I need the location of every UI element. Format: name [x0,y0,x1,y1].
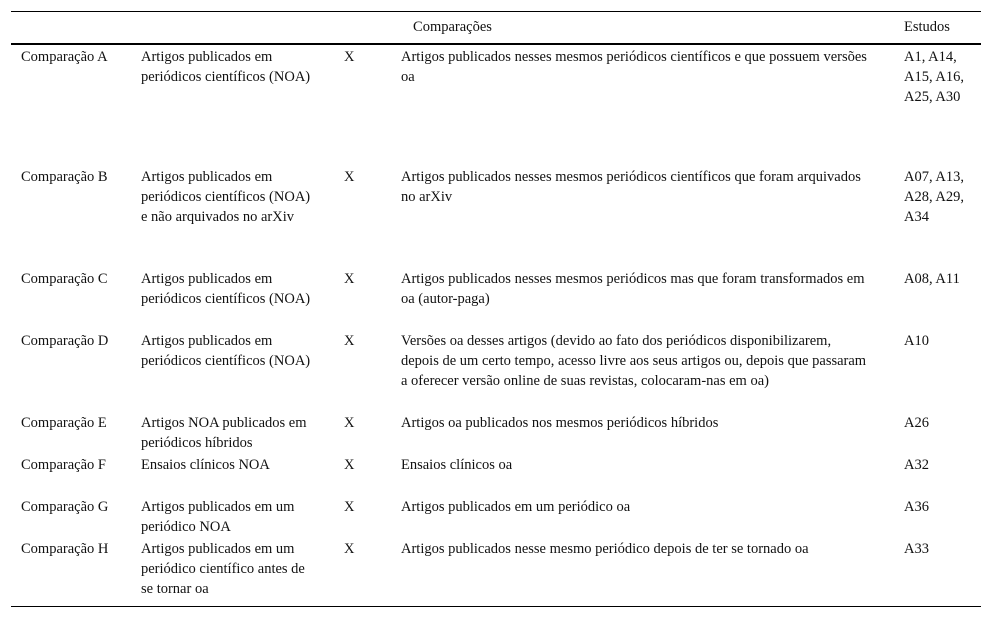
row-right-group: Artigos publicados nesse mesmo periódico depois de ter se tornado oa [401,541,809,557]
row-studies: A26 [904,415,929,431]
row-versus: X [344,333,355,349]
row-versus: X [344,457,355,473]
table-row-c [11,269,981,331]
row-studies: A10 [904,333,929,349]
row-versus: X [344,271,355,287]
row-label: Comparação B [21,169,108,185]
table-row-e [11,413,981,455]
row-versus: X [344,49,355,65]
row-right-group: Ensaios clínicos oa [401,457,513,473]
row-label: Comparação F [21,457,106,473]
row-left-group: Artigos publicados em um periódico NOA [141,499,295,535]
row-studies: A36 [904,499,929,515]
row-left-group: Ensaios clínicos NOA [141,457,270,473]
row-right-group: Artigos publicados nesses mesmos periódicos científicos que foram arquivados no arXiv [401,169,861,205]
row-left-group: Artigos NOA publicados em periódicos híbridos [141,415,307,451]
row-label: Comparação D [21,333,109,349]
row-left-group: Artigos publicados em um periódico científico antes de se tornar oa [141,541,305,597]
row-right-group: Artigos oa publicados nos mesmos periódicos híbridos [401,415,719,431]
row-label: Comparação A [21,49,108,65]
row-versus: X [344,415,355,431]
row-versus: X [344,169,355,185]
row-left-group: Artigos publicados em periódicos científicos (NOA) [141,271,311,307]
row-studies: A08, A11 [904,271,960,287]
row-right-group: Versões oa desses artigos (devido ao fato dos periódicos disponibilizarem, depois de um certo tempo, acesso livre aos seus artigos ou, depois que passaram a oferecer versão online de suas revistas, colocaram-nas em oa) [401,333,867,389]
row-label: Comparação E [21,415,107,431]
table-row-g [11,497,981,539]
table-header [11,12,981,45]
row-left-group: Artigos publicados em periódicos científicos (NOA) [141,333,311,369]
header-comparacoes: Comparações [413,19,492,35]
row-label: Comparação H [21,541,109,557]
row-studies: A1, A14, A15, A16, A25, A30 [904,49,965,105]
table-row-a [11,45,981,167]
row-right-group: Artigos publicados nesses mesmos periódicos mas que foram transformados em oa (autor-paga) [401,271,865,307]
row-studies: A07, A13, A28, A29, A34 [904,169,965,225]
row-right-group: Artigos publicados nesses mesmos periódicos científicos e que possuem versões oa [401,49,867,85]
row-label: Comparação C [21,271,108,287]
row-studies: A33 [904,541,929,557]
row-studies: A32 [904,457,929,473]
table-row-h [11,539,981,606]
table-row-d [11,331,981,413]
table-row-f [11,455,981,497]
table-row-b [11,167,981,269]
comparison-table [11,11,981,607]
row-left-group: Artigos publicados em periódicos científicos (NOA) e não arquivados no arXiv [141,169,311,225]
header-estudos: Estudos [904,19,950,35]
row-versus: X [344,499,355,515]
row-versus: X [344,541,355,557]
row-right-group: Artigos publicados em um periódico oa [401,499,631,515]
row-label: Comparação G [21,499,109,515]
row-left-group: Artigos publicados em periódicos científicos (NOA) [141,49,311,85]
